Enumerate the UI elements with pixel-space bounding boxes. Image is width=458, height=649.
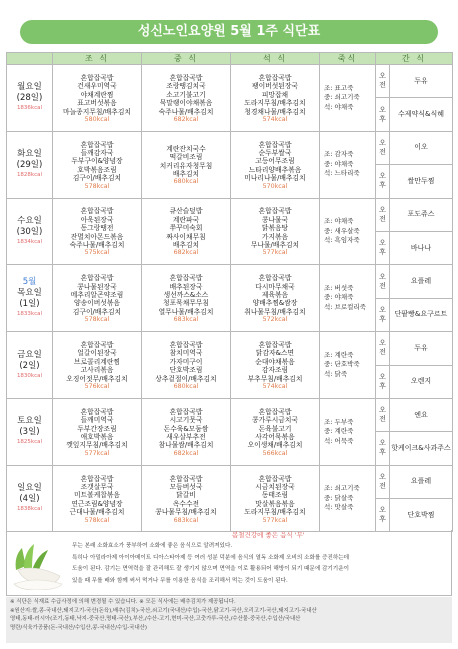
breakfast-item: 고사리볶음 [80,366,114,375]
breakfast-item: 호박볶음조림 [77,165,117,174]
lunch-item: 열무나물/배추김치 [158,307,214,316]
porridge-item: 석: 야채죽 [324,102,354,111]
dinner-item: 사각어묵볶음 [255,433,295,441]
lunch-item: 짜사이채무침 [166,232,206,241]
breakfast-item: 혼합잡곡밥 [80,341,114,349]
breakfast-item: 김구이/배추김치 [72,174,122,183]
lunch-item: 큐산슬덮밥 [169,207,203,216]
lunch-item: 혼합잡곡밥 [169,407,203,416]
dinner-item: 고등어무조림 [255,157,295,166]
day-date: (30일) [16,226,43,237]
porridge-item: 중: 쇠고기죽 [324,93,360,102]
dinner-item: 제육볶음 [261,291,289,300]
porridge-cell [320,332,376,399]
note-line: ※ 식단은 식재료 수급사정에 의해 변경될 수 있습니다. ※ 모든 식사에는 배추김치가 제공됩니다. [10,599,236,605]
pm-label: 오 후 [376,165,390,198]
breakfast-item: 브로콜리계란찜 [74,357,120,366]
snack-am: 요플레 [390,465,453,498]
lunch-item: 닭갈비 [176,491,196,500]
dinner-item: 혼합잡곡밥 [258,274,292,283]
breakfast-item: 혼합잡곡밥 [80,474,114,483]
snack-am: 포도쥬스 [390,198,453,231]
porridge-item: 중: 단호박죽 [324,360,360,369]
breakfast-cell [53,65,142,132]
day-row [7,65,453,98]
dinner-kcal: 572kcal [262,316,288,324]
lunch-kcal: 683kcal [173,316,199,324]
day-row [7,265,453,298]
day-name: 금요일 [17,349,42,360]
lunch-item: 혼합잡곡밥 [169,474,203,483]
day-name: 목요일 [17,288,42,299]
dinner-item: 감자조림 [261,366,289,375]
lunch-cell [142,398,231,465]
dinner-item: 시금치된장국 [255,482,295,491]
am-label: 오 전 [376,65,390,98]
breakfast-kcal: 580kcal [84,115,110,123]
dinner-kcal: 566kcal [262,449,288,457]
lunch-item: 돈수육&모둠쌈 [163,424,209,433]
day-kcal: 1830kcal [16,372,43,379]
dinner-item: 콩가루시금치국 [252,416,298,425]
breakfast-kcal: 578kcal [84,516,110,524]
lunch-item: 옥수수전 [172,499,200,508]
porridge-item: 조: 두부죽 [324,417,354,426]
breakfast-cell [53,265,142,332]
dinner-kcal: 574kcal [262,115,288,123]
tip-title: 봄철건강에 좋은 음식 '무' [232,531,305,539]
day-row [7,198,453,231]
porridge-cell [320,265,376,332]
lunch-cell [142,265,231,332]
day-date: (3일) [19,427,40,438]
breakfast-item: 혼합잡곡밥 [80,407,114,416]
porridge-item: 중: 야채죽 [324,159,354,168]
tip-text [72,541,450,587]
dinner-item: 청경채나물/배추김치 [244,107,306,116]
breakfast-cell [53,198,142,265]
notes-box [6,597,452,643]
lunch-kcal: 683kcal [173,516,199,524]
breakfast-cell [53,131,142,198]
dinner-item: 취나물무침/배추김치 [244,307,306,316]
day-cell [7,265,53,332]
note-line: 영태,동태-러시아(조기,동태,낙지-중국산,명태-국산),부산,/수산-고기,현미-국산,고춧가루-국산,/수산물-중국산,수입산/국내산 [10,616,301,623]
tip-line: 무는 본래 소화효소가 풍부하여 소화에 좋은 음식으로 알려져있다. [72,543,233,549]
radish-icon [10,540,64,590]
porridge-item: 중: 계란죽 [324,427,354,436]
porridge-item: 중: 새우살죽 [324,226,360,235]
breakfast-item: 동그랑땡전 [80,224,114,233]
day-date: (4일) [19,494,40,505]
dinner-cell [231,265,320,332]
breakfast-item: 콩나물된장국 [77,282,117,291]
lunch-item: 조랑땡김치국 [166,82,206,91]
dinner-cell [231,398,320,465]
breakfast-item: 메추리알곤약조림 [70,291,124,300]
dinner-item: 도라지무침/배추김치 [244,508,306,517]
lunch-item: 치커리유자청무침 [159,161,213,170]
dinner-item: 닭감자&스면 [255,349,295,358]
breakfast-item: 들깨감자국 [80,149,114,158]
lunch-kcal: 682kcal [173,115,199,123]
pm-label: 오 후 [376,98,390,131]
lunch-kcal: 680kcal [173,178,199,186]
breakfast-item: 혼합잡곡밥 [80,274,114,283]
snack-pm: 핫케이크&사과주스 [390,432,453,465]
dinner-item: 순두부쌀국 [258,149,292,158]
dinner-kcal: 577kcal [262,249,288,257]
lunch-item: 청포묵채무무침 [163,299,209,308]
dinner-cell [231,332,320,399]
porridge-cell [320,65,376,132]
dinner-item: 혼합잡곡밥 [258,341,292,349]
porridge-cell [320,198,376,265]
dinner-item: 닭볶음탕 [261,224,289,233]
porridge-item: 조: 감자죽 [324,150,354,159]
dinner-cell [231,131,320,198]
day-row [7,332,453,365]
breakfast-item: 양송이버섯볶음 [74,299,120,308]
header-row [7,53,453,65]
lunch-item: 배추김치 [172,170,200,179]
dinner-item: 부추무침/배추김치 [247,374,303,383]
tip-line: 있을 때 무를 배와 함께 써서 먹거나 무를 이용한 음식을 조리해서 먹는 것이 도움이 된다. [72,577,288,584]
breakfast-item: 혼합잡곡밥 [80,207,114,216]
lunch-item: 떡갈비조림 [169,153,203,162]
am-label: 오 전 [376,465,390,498]
porridge-item: 석: 어묵죽 [324,436,354,445]
porridge-item: 조: 쇠고기죽 [324,484,360,493]
am-label: 오 전 [376,332,390,365]
dinner-item: 돈육불고기 [258,424,292,433]
snack-am: 두유 [390,65,453,98]
header-blank [7,53,53,65]
dinner-item: 혼합잡곡밥 [258,140,292,149]
breakfast-kcal: 577kcal [84,449,110,457]
lunch-item: 계란잔치국수 [166,144,206,153]
lunch-kcal: 682kcal [173,249,199,257]
lunch-cell [142,465,231,532]
porridge-cell [320,465,376,532]
breakfast-item: 두부간장조림 [77,424,117,433]
note-line: 명란/식육가공품(돈-국내산/수입산,콩-국내산/수입-국내산) [10,624,147,631]
lunch-kcal: 680kcal [173,383,199,391]
lunch-kcal: 682kcal [173,449,199,457]
lunch-cell [142,131,231,198]
dinner-item: 오이생채/배추김치 [247,441,303,450]
menu-table [6,52,453,532]
day-cell [7,465,53,532]
lunch-item: 쭈꾸미숙회 [169,224,203,233]
dinner-item: 도라지무침/배추김치 [244,99,306,108]
dinner-item: 팽이버섯된장국 [252,82,298,91]
breakfast-kcal: 576kcal [84,383,110,391]
am-label: 오 전 [376,398,390,431]
breakfast-item: 표고버섯볶음 [77,99,117,108]
porridge-item: 중: 야채죽 [324,293,354,302]
header-porridge: 죽식 [320,53,376,65]
day-kcal: 1834kcal [16,238,43,245]
dinner-item: 혼합잡곡밥 [258,474,292,483]
pm-label: 오 후 [376,231,390,264]
breakfast-cell [53,332,142,399]
breakfast-item: 깻잎지무침/배추김치 [66,441,128,450]
snack-pm: 쌀만두찜 [390,165,453,198]
dinner-kcal: 577kcal [262,516,288,524]
lunch-cell [142,332,231,399]
breakfast-item: 숙주나물/배추김치 [69,241,125,250]
dinner-item: 혼합잡곡밥 [258,407,292,416]
lunch-item: 새우살부추전 [166,433,206,441]
day-row [7,131,453,164]
day-kcal: 1825kcal [16,439,43,446]
breakfast-kcal: 575kcal [84,249,110,257]
snack-pm: 단호박찜 [390,499,453,532]
snack-pm: 오렌지 [390,365,453,398]
day-cell [7,398,53,465]
dinner-item: 동태조림 [261,491,289,500]
dinner-item: 혼합잡곡밥 [258,207,292,216]
note-line: ※원산지:쌀,콩-국내산,돼지고기-국산(돈육),배추(김치)-국산,쇠고기(국내산/수입)-국산,닭고기-국산,오리고기-국산,돼지고기-국내산 [10,607,317,614]
day-kcal: 1836kcal [16,105,43,112]
day-name: 월요일 [17,82,42,93]
pm-label: 오 후 [376,432,390,465]
dinner-item: 콩나물국 [261,215,289,224]
porridge-item: 조: 계란죽 [324,350,354,359]
day-row [7,398,453,431]
porridge-item: 석: 닭죽 [324,369,348,378]
breakfast-item: 혼합잡곡밥 [80,73,114,82]
breakfast-item: 건새우미역국 [77,82,117,91]
lunch-item: 혼합잡곡밥 [169,274,203,283]
breakfast-item: 두부구이&양념장 [71,157,123,166]
dinner-item: 가지볶음 [261,232,289,241]
lunch-item: 계란파국 [172,215,200,224]
day-date: (28일) [16,93,43,104]
dinner-cell [231,65,320,132]
lunch-item: 생선까스&소스 [163,291,209,300]
day-cell [7,131,53,198]
porridge-item: 석: 브로컬리죽 [324,302,366,311]
breakfast-item: 야채계란찜 [80,90,114,99]
snack-pm: 단팥빵&요구르트 [390,298,453,331]
breakfast-item: 얼갈이된장국 [77,349,117,358]
tip-line: 도움이 된다. 감기는 면역력을 잘 관리해도 잘 생기지 않으며 면역을 이로 활용되어 해방이 되기 때문에 감기기운이 [72,566,350,572]
lunch-item: 참나물쌈/배추김치 [158,441,214,450]
lunch-item: 묵말랭이야채볶음 [159,99,213,108]
dinner-item: 혼합잡곡밥 [258,73,292,82]
lunch-item: 배추김치 [172,241,200,250]
breakfast-item: 애호박볶음 [80,433,114,441]
lunch-item: 숙주나물/배추김치 [158,107,214,116]
header-lunch: 중 식 [142,53,231,65]
porridge-cell [320,398,376,465]
month-label: 5월 [22,277,37,288]
day-date: (1일) [19,299,40,310]
breakfast-item: 아욱된장국 [80,215,114,224]
day-date: (2일) [19,360,40,371]
snack-pm: 바나나 [390,231,453,264]
day-cell [7,332,53,399]
lunch-item: 배추된장국 [169,282,203,291]
breakfast-item: 미트볼케찹볶음 [74,491,120,500]
dinner-kcal: 570kcal [262,182,288,190]
porridge-item: 조: 표고죽 [324,83,354,92]
lunch-item: 콩나물무침/배추김치 [155,508,217,517]
day-date: (29일) [16,160,43,171]
snack-pm: 수제약식&식혜 [390,98,453,131]
am-label: 오 전 [376,265,390,298]
dinner-item: 맛살볶음볶음 [255,499,295,508]
dinner-item: 느타리양배추볶음 [248,165,302,174]
lunch-item: 참치미역국 [169,349,203,358]
dinner-cell [231,198,320,265]
pm-label: 오 후 [376,298,390,331]
tip-line: 특히나 아밀라아제 아이아메이트 디아스타아제 등 여러 성분 덕분에 음식의 열독 소화제 오비의 소화를 증진하는데 [72,554,350,561]
lunch-cell [142,65,231,132]
snack-am: 요플레 [390,265,453,298]
day-name: 화요일 [17,149,42,160]
day-name: 토요일 [17,416,42,427]
dinner-cell [231,465,320,532]
breakfast-item: 오징어젓무/배추김치 [66,374,128,383]
day-cell [7,198,53,265]
dinner-item: 양배추찜&쌈장 [252,299,298,308]
page-title: 성신노인요양원 5월 1주 식단표 [20,20,438,44]
breakfast-item: 들깨미역국 [80,416,114,425]
day-kcal: 1833kcal [16,311,43,318]
breakfast-kcal: 578kcal [84,182,110,190]
lunch-item: 단호박조림 [169,366,203,375]
porridge-item: 조: 야채죽 [324,217,354,226]
snack-am: 이오 [390,131,453,164]
day-row [7,465,453,498]
pm-label: 오 후 [376,499,390,532]
breakfast-item: 김구이/배추김치 [72,307,122,316]
lunch-cell [142,198,231,265]
pm-label: 오 후 [376,365,390,398]
breakfast-item: 조갯살무국 [80,482,114,491]
header-dinner: 석 식 [231,53,320,65]
lunch-item: 소고기불고기 [166,90,206,99]
porridge-item: 중: 닭살죽 [324,493,354,502]
lunch-item: 모듬버섯국 [169,482,203,491]
day-kcal: 1838kcal [16,506,43,513]
am-label: 오 전 [376,198,390,231]
lunch-item: 시고기뭇국 [169,416,203,425]
porridge-item: 조: 버섯죽 [324,283,354,292]
breakfast-cell [53,465,142,532]
lunch-item: 혼합잡곡밥 [169,73,203,82]
dinner-kcal: 574kcal [262,383,288,391]
dinner-item: 미나리나물/배추김치 [244,174,306,183]
day-name: 수요일 [17,215,42,226]
day-cell [7,65,53,132]
lunch-item: 혼합잡곡밥 [169,341,203,349]
breakfast-item: 혼합잡곡밥 [80,140,114,149]
am-label: 오 전 [376,131,390,164]
breakfast-cell [53,398,142,465]
porridge-cell [320,131,376,198]
breakfast-item: 근대나물/배추김치 [69,508,125,517]
dinner-item: 순대야채볶음 [255,357,295,366]
header-snack: 간 식 [376,53,453,65]
porridge-item: 석: 맛살죽 [324,503,354,512]
dinner-item: 무나물/배추김치 [250,241,300,250]
breakfast-kcal: 578kcal [84,316,110,324]
day-name: 일요일 [17,483,42,494]
breakfast-item: 마늘종지무침/배추김치 [63,107,131,116]
porridge-item: 석: 흑임자죽 [324,236,360,245]
breakfast-item: 연근조림&양념장 [71,499,123,508]
dinner-item: 다시마무채국 [255,282,295,291]
snack-am: 두유 [390,332,453,365]
lunch-item: 상추겉절이/배추김치 [155,374,217,383]
porridge-item: 석: 느타리죽 [324,169,360,178]
dinner-item: 피망잡채 [261,90,289,99]
breakfast-item: 잔멸치아몬드볶음 [70,232,124,241]
snack-am: 엔요 [390,398,453,431]
header-breakfast: 조 식 [53,53,142,65]
day-kcal: 1828kcal [16,172,43,179]
lunch-item: 가자미구이 [169,357,203,366]
